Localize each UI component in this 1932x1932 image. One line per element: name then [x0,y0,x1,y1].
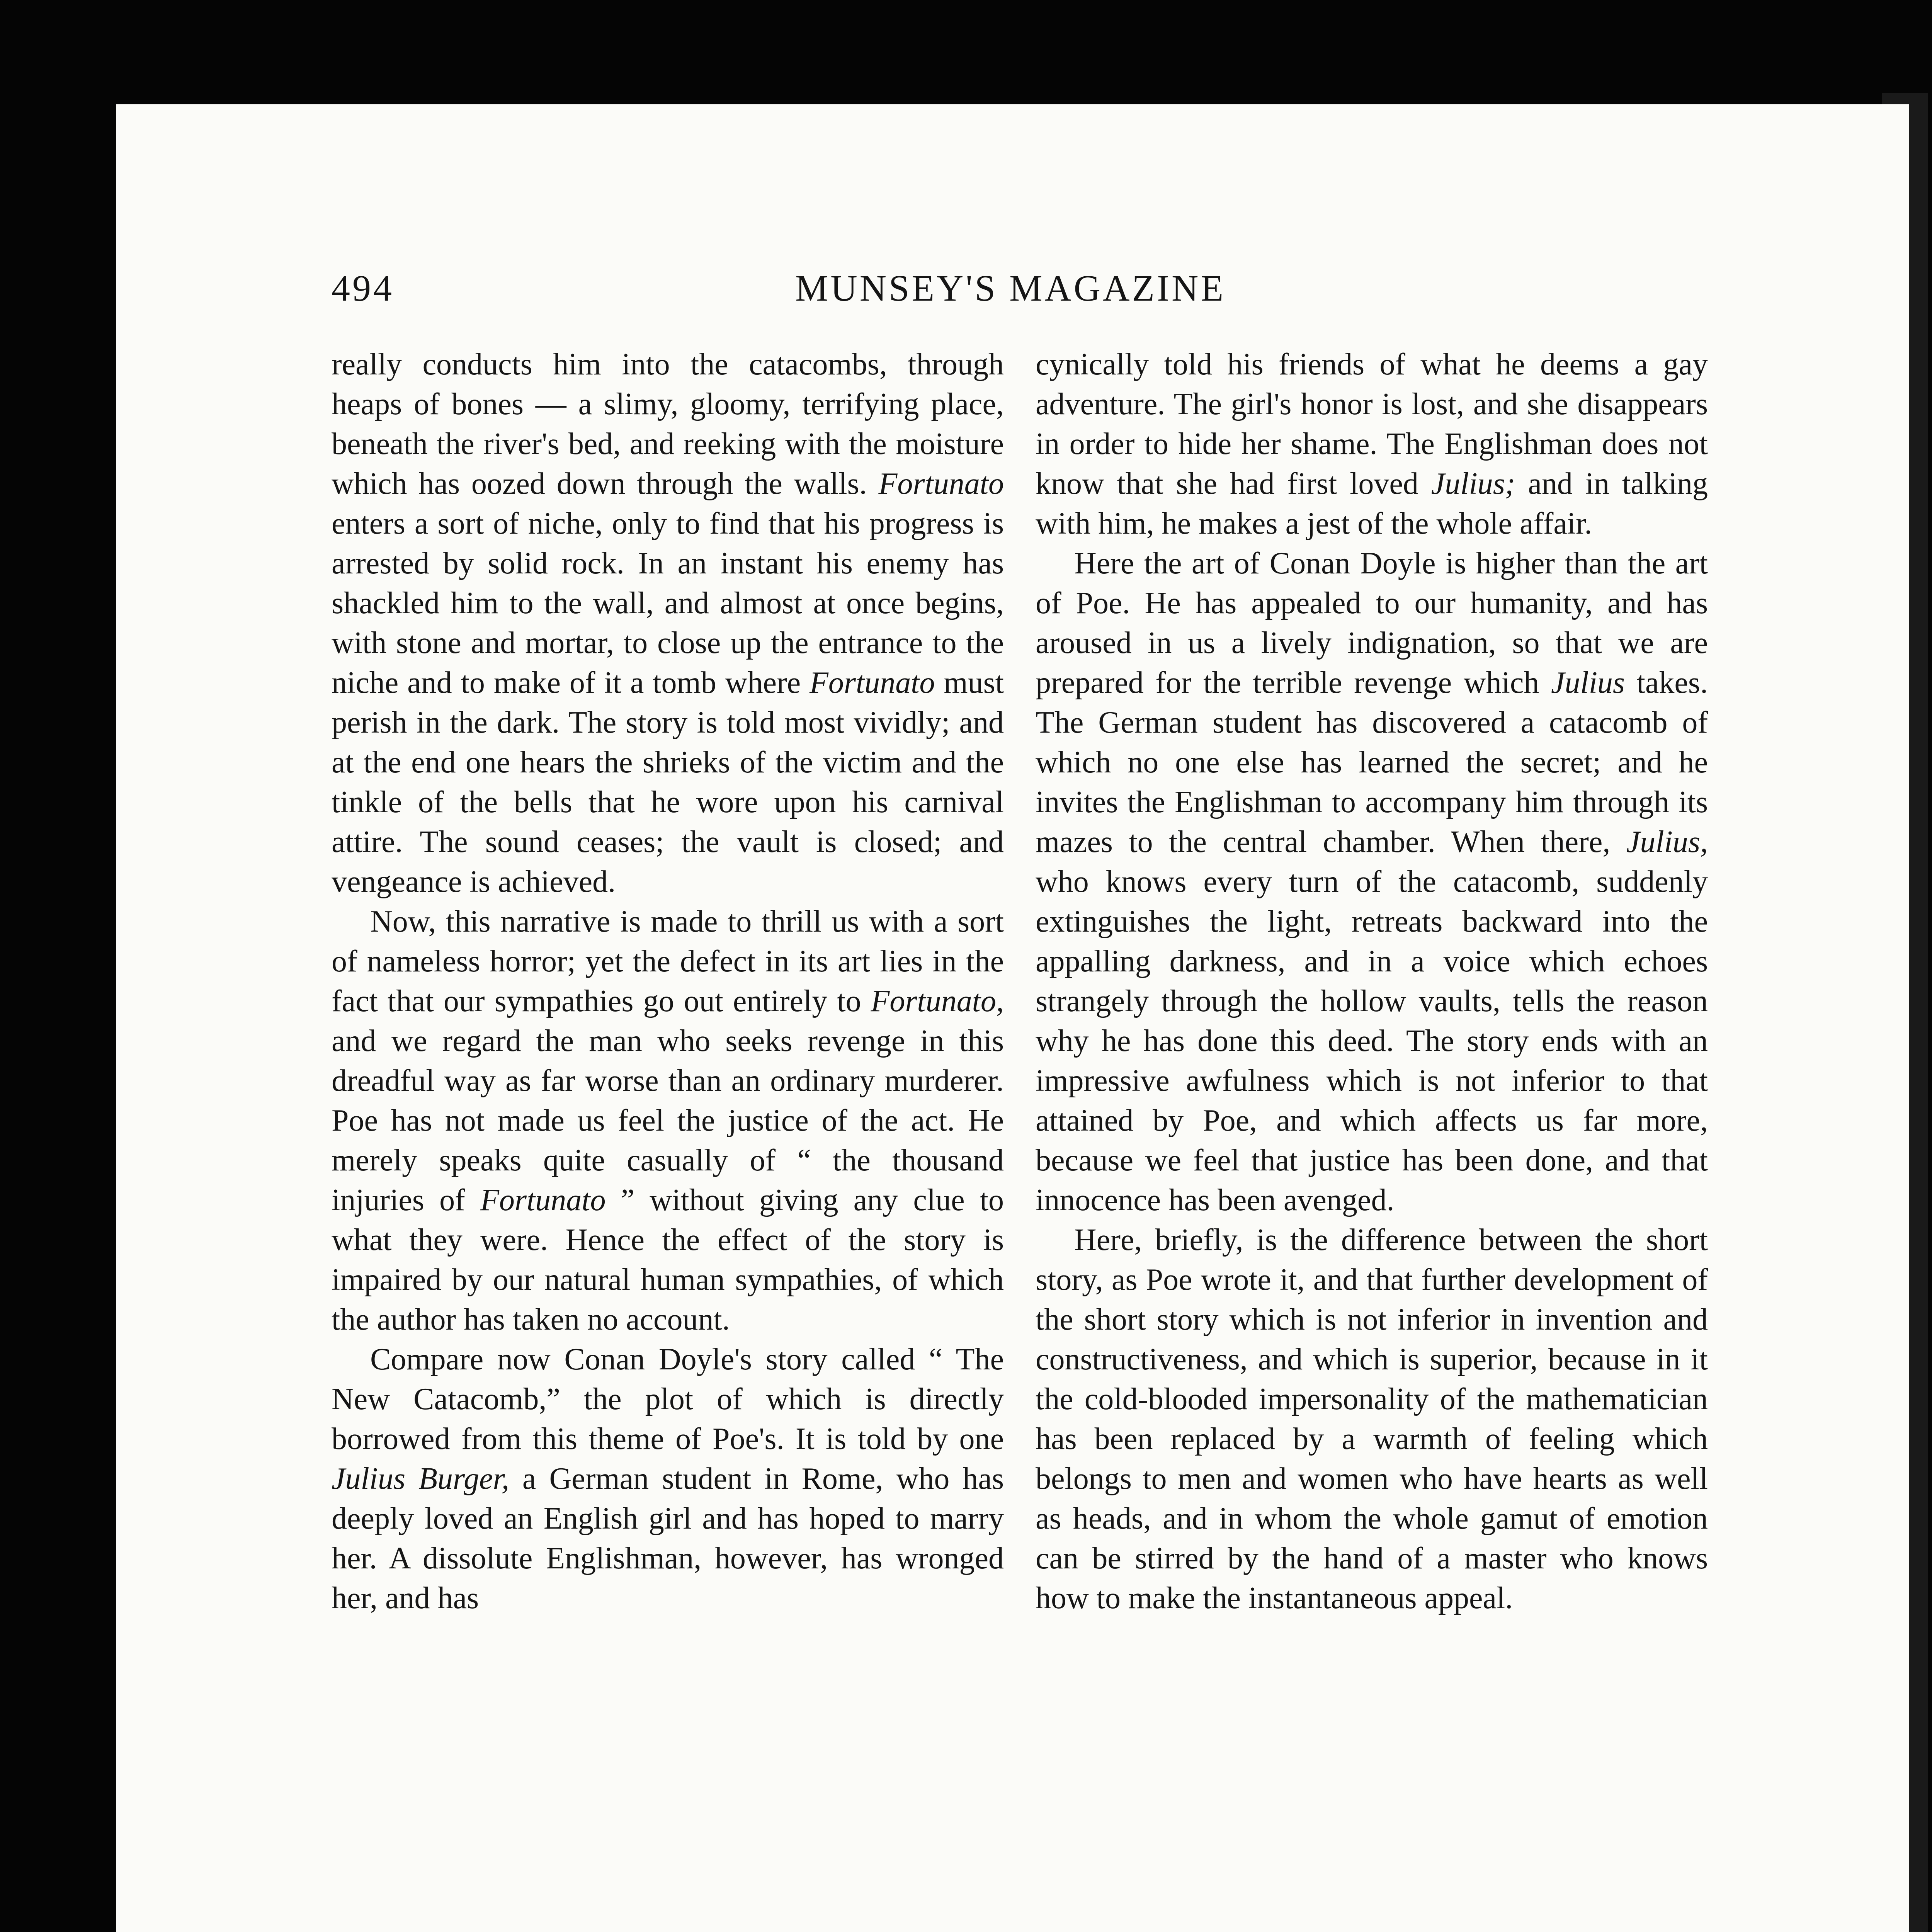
italic-name: Fortunato [480,1183,606,1217]
paragraph [1036,1220,1708,1618]
text-run: really conducts him into the catacombs, through heaps of bones — a slimy, gloomy, terrifying place, beneath the river's bed, and reeking with the moisture which has oozed down through the walls. [332,347,1004,501]
paragraph [332,1340,1004,1618]
italic-name: Fortunato [878,467,1004,501]
article-right-column [1036,345,1708,1618]
page-number: 494 [332,267,394,309]
text-run: a German student in Rome, who has deeply loved an English girl and has hoped to marry her. A dissolute Englishman, however, has wronged her, and has [332,1462,1004,1615]
paragraph [1036,544,1708,1220]
text-run: Now, this narrative is made to thrill us with a sort of nameless horror; yet the defect in its art lies in the fact that our sympathies go out entirely to [332,905,1004,1018]
text-run: must perish in the dark. The story is told most vividly; and at the end one hears the shrieks of the victim and the tinkle of the bells that he wore upon his carnival attire. The sound ceases; the vault is closed; and vengeance is achieved. [332,666,1004,899]
paragraph [332,345,1004,902]
paragraph [1036,345,1708,544]
text-run: and we regard the man who seeks revenge in this dreadful way as far worse than an ordinary murderer. Poe has not made us feel the justice of the act. He merely speaks quite casually of “ the thousand injuries of [332,1024,1004,1217]
italic-name: Julius; [1431,467,1515,501]
running-head: MUNSEY'S MAGAZINE [795,267,1226,309]
text-run: takes. The German student has discovered a catacomb of which no one else has learned the secret; and he invites the Englishman to accompany him through its mazes to the central chamber. When there, [1036,666,1708,859]
text-run: Here the art of Conan Doyle is higher than the art of Poe. He has appealed to our humanity, and has aroused in us a lively indignation, so that we are prepared for the terrible revenge which [1036,546,1708,700]
italic-name: Julius, [1626,825,1708,859]
italic-name: Julius [1551,666,1625,700]
italic-name: Fortunato, [871,984,1004,1018]
italic-name: Fortunato [810,666,935,700]
text-run: and in talking with him, he makes a jest of the whole affair. [1036,467,1708,541]
text-run: cynically told his friends of what he deems a gay adventure. The girl's honor is lost, and she disappears in order to hide her shame. The Englishman does not know that she had first loved [1036,347,1708,501]
article-left-column [332,345,1004,1618]
text-run: ” without giving any clue to what they were. Hence the effect of the story is impaired by our natural human sympathies, of which the author has taken no account. [332,1183,1004,1337]
text-run: Compare now Conan Doyle's story called “ The New Catacomb,” the plot of which is directly borrowed from this theme of Poe's. It is told by one [332,1342,1004,1456]
paragraph [332,902,1004,1340]
italic-name: Julius Burger, [332,1462,509,1496]
text-run: who knows every turn of the catacomb, suddenly extinguishes the light, retreats backward into the appalling darkness, and in a voice which echoes strangely through the hollow vaults, tells the reason why he has done this deed. The story ends with an impressive awfulness which is not inferior to that attained by Poe, and which affects us far more, because we feel that justice has been done, and that innocence has been avenged. [1036,865,1708,1217]
text-run: enters a sort of niche, only to find that his progress is arrested by solid rock. In an instant his enemy has shackled him to the wall, and almost at once begins, with stone and mortar, to close up the entrance to the niche and to make of it a tomb where [332,507,1004,700]
text-run: Here, briefly, is the difference between the short story, as Poe wrote it, and that further development of the short story which is not inferior in invention and constructiveness, and which is superior, because in it the cold-blooded impersonality of the mathematician has been replaced by a warmth of feeling which belongs to men and women who have hearts as well as heads, and in whom the whole gamut of emotion can be stirred by the hand of a master who knows how to make the instantaneous appeal. [1036,1223,1708,1615]
